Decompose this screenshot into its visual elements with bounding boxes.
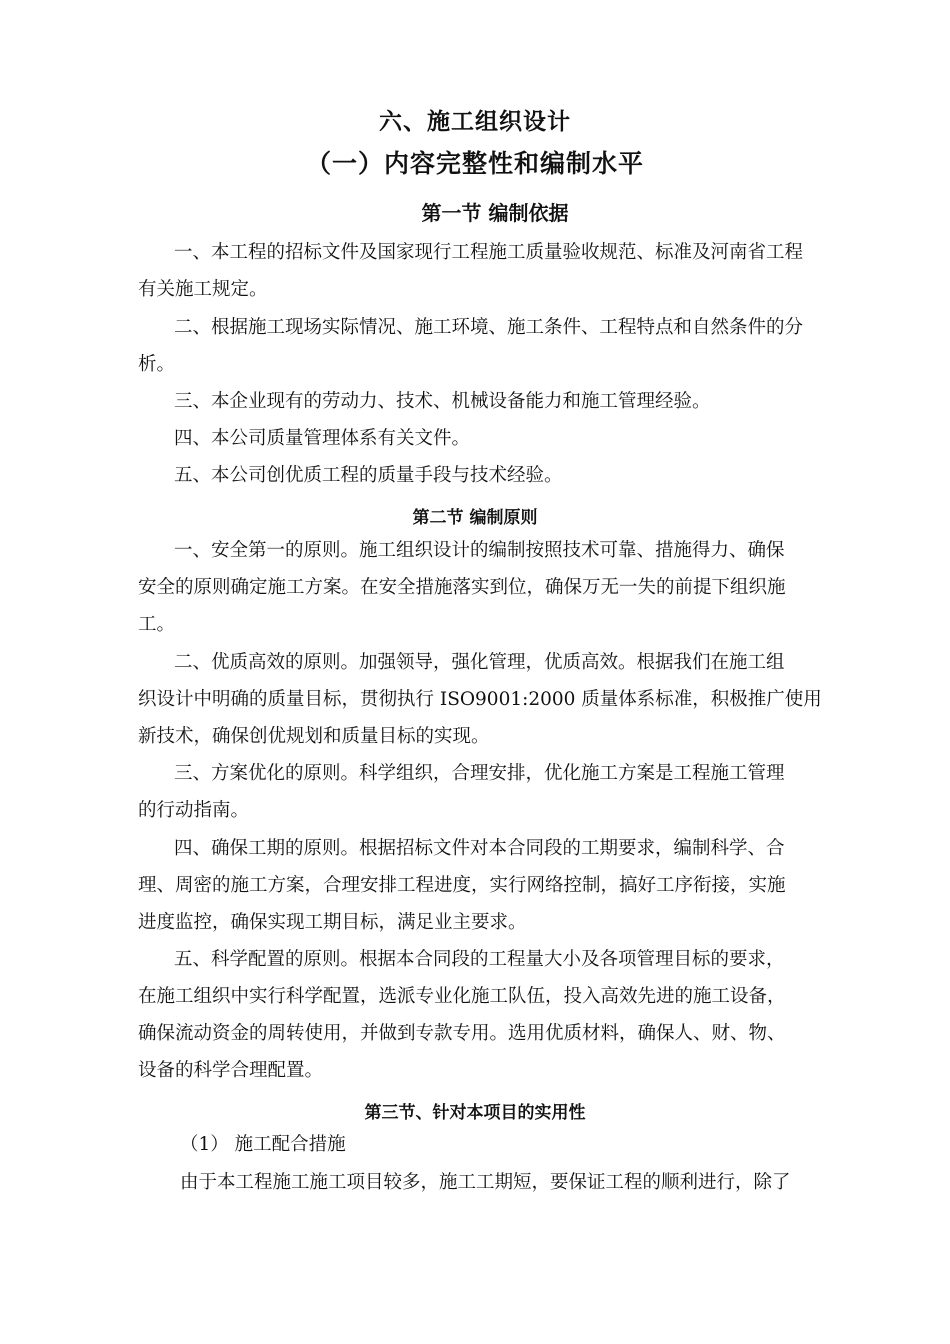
s2-item1-line1: 一、安全第一的原则。施工组织设计的编制按照技术可靠、措施得力、确保: [174, 540, 785, 561]
s2-item5-line1: 五、科学配置的原则。根据本合同段的工程量大小及各项管理目标的要求，: [174, 949, 785, 970]
s2-item5-line4: 设备的科学合理配置。: [138, 1060, 324, 1081]
s3-subheading: （1） 施工配合措施: [180, 1134, 346, 1155]
s2-item1-line2: 安全的原则确定施工方案。在安全措施落实到位，确保万无一失的前提下组织施: [138, 577, 786, 598]
s2-item4-line2: 理、周密的施工方案，合理安排工程进度，实行网络控制，搞好工序衔接，实施: [138, 875, 786, 896]
s2-item3-line2: 的行动指南。: [138, 800, 250, 821]
s1-item5: 五、本公司创优质工程的质量手段与技术经验。: [174, 465, 563, 486]
s2-item5-line2: 在施工组织中实行科学配置，选派专业化施工队伍，投入高效先进的施工设备，: [138, 986, 786, 1007]
s1-item1-line1: 一、本工程的招标文件及国家现行工程施工质量验收规范、标准及河南省工程: [174, 242, 804, 263]
s1-item2-line2: 析。: [138, 354, 176, 375]
s2-item1-line3: 工。: [138, 614, 176, 635]
s2-item3-line1: 三、方案优化的原则。科学组织，合理安排，优化施工方案是工程施工管理: [174, 763, 785, 784]
s1-item3: 三、本企业现有的劳动力、技术、机械设备能力和施工管理经验。: [174, 391, 711, 412]
section2-heading: 第二节 编制原则: [412, 508, 538, 528]
s2-item4-line1: 四、确保工期的原则。根据招标文件对本合同段的工期要求，编制科学、合: [174, 838, 785, 859]
section3-heading: 第三节、针对本项目的实用性: [364, 1103, 586, 1123]
s3-text: 由于本工程施工施工项目较多，施工工期短，要保证工程的顺利进行，除了: [180, 1172, 791, 1193]
s1-item4: 四、本公司质量管理体系有关文件。: [174, 428, 471, 449]
s2-item4-line3: 进度监控，确保实现工期目标，满足业主要求。: [138, 912, 527, 933]
s1-item2-line1: 二、根据施工现场实际情况、施工环境、施工条件、工程特点和自然条件的分: [174, 317, 804, 338]
s2-item5-line3: 确保流动资金的周转使用，并做到专款专用。选用优质材料，确保人、财、物、: [138, 1023, 786, 1044]
s2-item2-line1: 二、优质高效的原则。加强领导，强化管理，优质高效。根据我们在施工组: [174, 652, 785, 673]
s1-item1-line2: 有关施工规定。: [138, 279, 268, 300]
document-subtitle: （一）内容完整性和编制水平: [305, 149, 644, 178]
s2-item2-line3: 新技术，确保创优规划和质量目标的实现。: [138, 726, 490, 747]
section1-heading: 第一节 编制依据: [421, 201, 569, 225]
document-title: 六、施工组织设计: [379, 108, 571, 135]
s2-item2-line2: 织设计中明确的质量目标，贯彻执行 ISO9001:2000 质量体系标准，积极推广使用: [138, 689, 822, 710]
